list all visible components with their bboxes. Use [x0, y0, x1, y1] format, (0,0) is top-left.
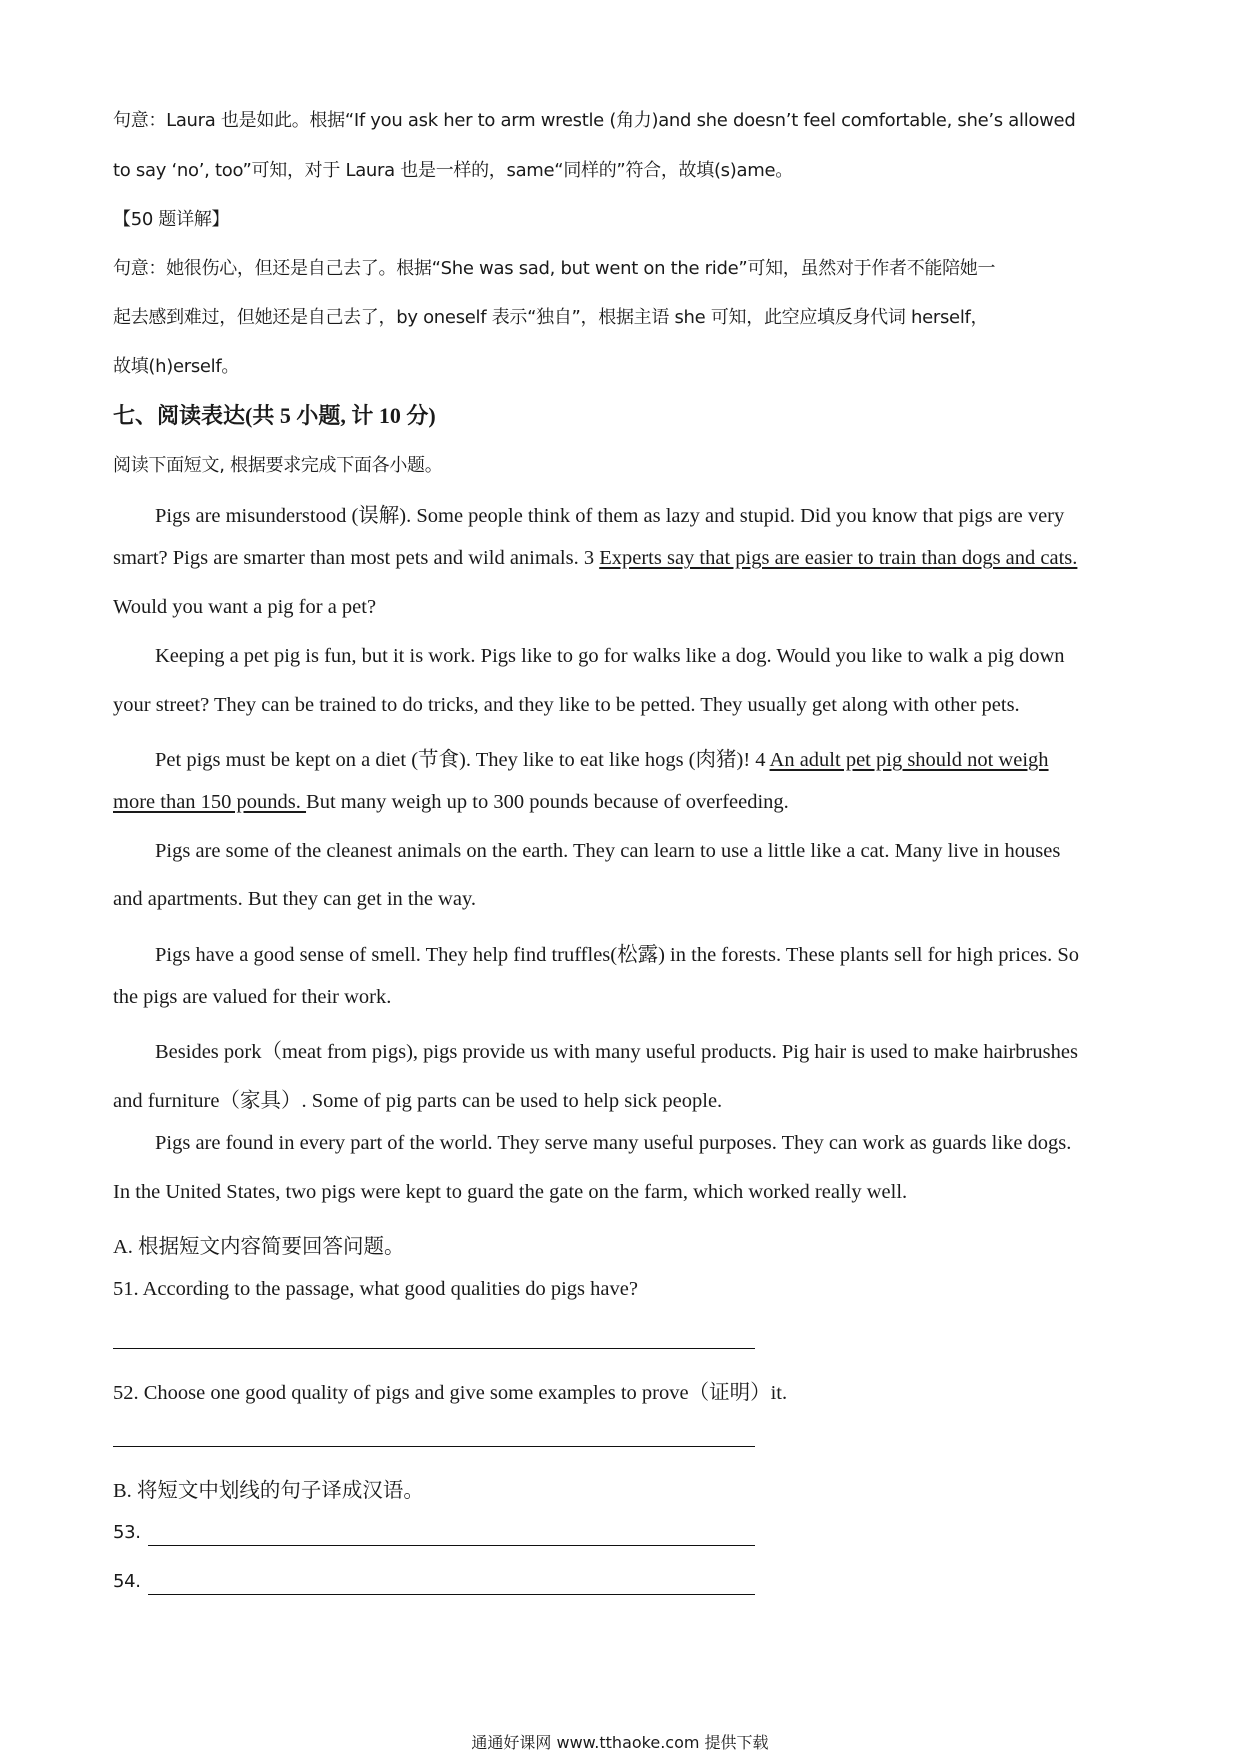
passage-p5-line-2: the pigs are valued for their work. — [113, 986, 392, 1008]
passage-p3-line-2-text: But many weigh up to 300 pounds because of overfeeding. — [306, 791, 789, 813]
passage-p4-line-1: Pigs are some of the cleanest animals on the earth. They can learn to use a little like a cat. Many live in houses — [155, 840, 1061, 862]
q50-explanation-line-1: 句意：她很伤心，但还是自己去了。根据“She was sad, but went on the ride”可知，虽然对于作者不能陪她一 — [113, 258, 996, 279]
passage-p2-line-2: your street? They can be trained to do tricks, and they like to be petted. They usually get along with other pets. — [113, 694, 1020, 716]
explanation-line-2: to say ‘no’, too”可知，对于 Laura 也是一样的，same“同样的”符合，故填(s)ame。 — [113, 160, 793, 181]
passage-p3-line-2 — [113, 791, 1133, 814]
page-footer: 通通好课网 www.tthaoke.com 提供下载 — [471, 1733, 769, 1752]
answer-line-52[interactable] — [113, 1446, 755, 1447]
passage-p6-line-1: Besides pork（meat from pigs), pigs provide us with many useful products. Pig hair is used to make hairbrushes — [155, 1041, 1078, 1063]
answer-line-54[interactable] — [148, 1594, 755, 1595]
question-51: 51. According to the passage, what good qualities do pigs have? — [113, 1278, 638, 1300]
passage-p1-line-2 — [113, 547, 1133, 570]
passage-p4-line-2: and apartments. But they can get in the way. — [113, 888, 477, 910]
q50-explanation-line-2: 起去感到难过，但她还是自己去了，by oneself 表示“独自”，根据主语 she 可知，此空应填反身代词 herself， — [113, 307, 989, 328]
answer-line-51[interactable] — [113, 1348, 755, 1349]
passage-p7-line-1: Pigs are found in every part of the world. They serve many useful purposes. They can work as guards like dogs. — [155, 1132, 1072, 1154]
section-title: 七、阅读表达(共 5 小题, 计 10 分) — [113, 403, 436, 428]
underlined-sentence-3: Experts say that pigs are easier to train than dogs and cats. — [599, 547, 1078, 569]
explanation-line-1: 句意：Laura 也是如此。根据“If you ask her to arm wrestle (角力)and she doesn’t feel comfortable, she’s allowed — [113, 110, 1076, 131]
passage-p2-line-1: Keeping a pet pig is fun, but it is work. Pigs like to go for walks like a dog. Would you like to walk a pig down — [155, 645, 1065, 667]
question-54-number: 54. — [113, 1571, 141, 1592]
underlined-sentence-4-part-1: An adult pet pig should not weigh — [769, 749, 1049, 771]
passage-p3-line-1-text: Pet pigs must be kept on a diet (节食). They like to eat like hogs (肉猪)! 4 — [155, 749, 770, 771]
passage-p7-line-2: In the United States, two pigs were kept to guard the gate on the farm, which worked really well. — [113, 1181, 908, 1203]
q50-explanation-line-3: 故填(h)erself。 — [113, 356, 240, 377]
passage-p1-line-3: Would you want a pig for a pet? — [113, 596, 377, 618]
passage-p6-line-2: and furniture（家具）. Some of pig parts can be used to help sick people. — [113, 1090, 723, 1112]
passage-p5-line-1: Pigs have a good sense of smell. They help find truffles(松露) in the forests. These plants sell for high prices. So — [155, 944, 1080, 966]
q50-header: 【50 题详解】 — [113, 209, 230, 230]
passage-p1-line-2-text: smart? Pigs are smarter than most pets and wild animals. 3 — [113, 547, 600, 569]
question-53-number: 53. — [113, 1522, 141, 1543]
section-instruction: 阅读下面短文, 根据要求完成下面各小题。 — [113, 455, 443, 476]
answer-line-53[interactable] — [148, 1545, 755, 1546]
part-a-instruction: A. 根据短文内容简要回答问题。 — [113, 1236, 405, 1258]
underlined-sentence-4-part-2: more than 150 pounds. — [113, 791, 307, 813]
question-52: 52. Choose one good quality of pigs and give some examples to prove（证明）it. — [113, 1382, 788, 1404]
passage-p3-line-1 — [155, 742, 1175, 772]
passage-p1-line-1: Pigs are misunderstood (误解). Some people think of them as lazy and stupid. Did you know that pigs are very — [155, 505, 1065, 527]
part-b-instruction: B. 将短文中划线的句子译成汉语。 — [113, 1480, 424, 1502]
